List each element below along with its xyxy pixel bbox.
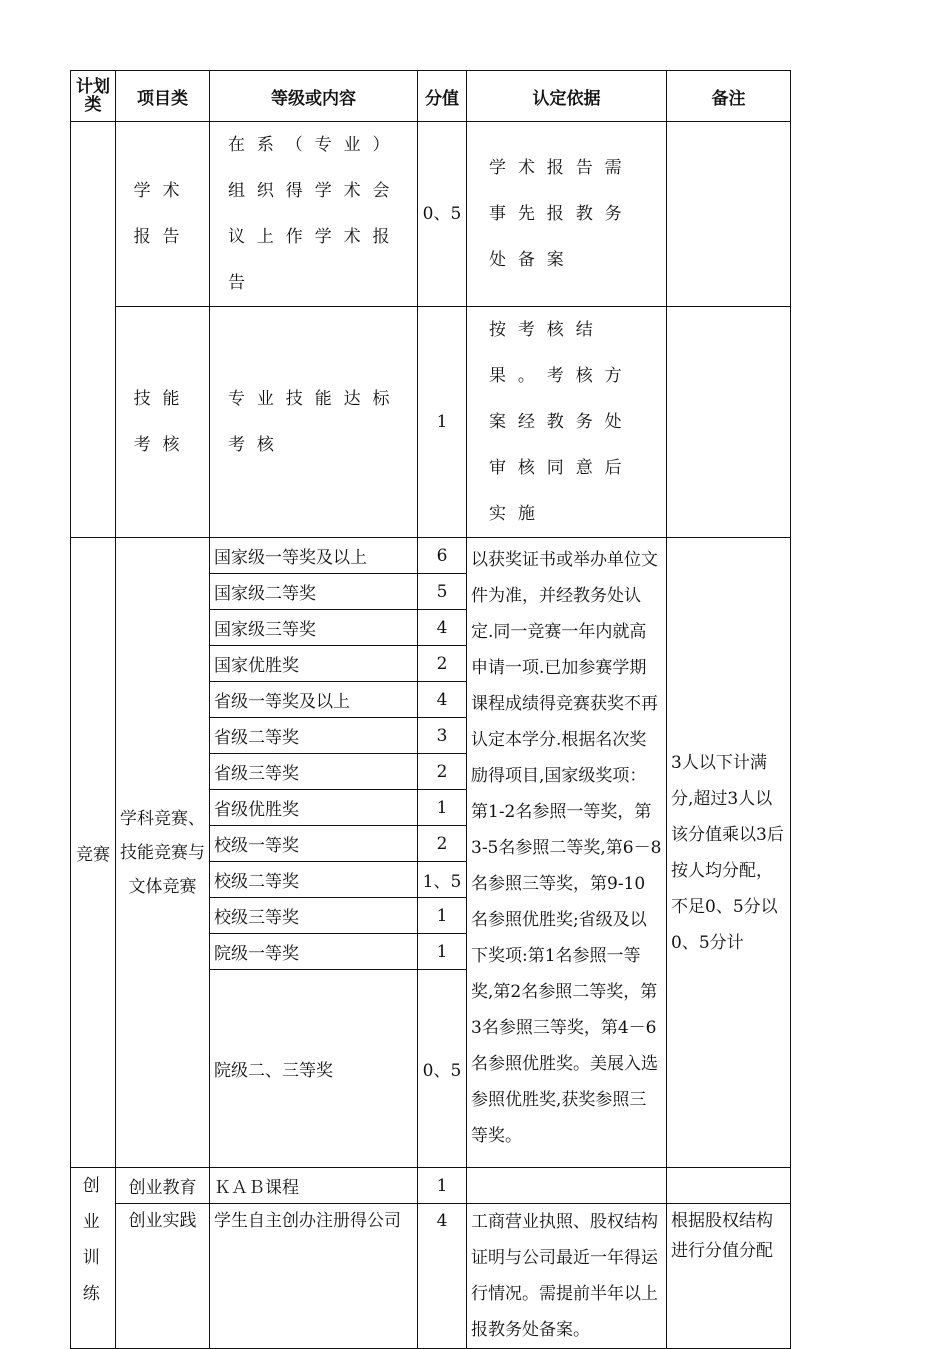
project-cell: 技能考核 [116, 307, 210, 538]
basis-cell: 以获奖证书或举办单位文件为准，并经教务处认定.同一竞赛一年内就高申请一项.已加参赛学期课程成绩得竞赛获奖不再认定本学分.根据名次奖励得项目,国家级奖项：第1-2名参照一等奖，第3-5名参照二等奖,第6－8名参照三等奖，第9-10名参照优胜奖;省级及以下奖项:第1名参照一等奖,第2名参照二等奖，第3名参照三等奖，第4－6名参照优胜奖。美展入选参照优胜奖,获奖参照三等奖。 [467, 538, 667, 1168]
score-cell: 4 [418, 682, 467, 718]
header-category: 计划类 [71, 71, 116, 122]
header-project: 项目类 [116, 71, 210, 122]
header-basis: 认定依据 [467, 71, 667, 122]
header-note: 备注 [667, 71, 791, 122]
content-cell: 学生自主创办注册得公司 [210, 1204, 418, 1349]
level-cell: 省级一等奖及以上 [210, 682, 418, 718]
score-cell: 6 [418, 538, 467, 574]
score-cell: 1、5 [418, 862, 467, 898]
project-cell: 学术报告 [116, 122, 210, 307]
basis-cell: 按考核结果。考核方案经教务处审核同意后实施 [467, 307, 667, 538]
level-cell: 校级一等奖 [210, 826, 418, 862]
score-cell: 1 [418, 790, 467, 826]
level-cell: 国家优胜奖 [210, 646, 418, 682]
content-cell: 在系（专业）组织得学术会议上作学术报告 [210, 122, 418, 307]
header-content: 等级或内容 [210, 71, 418, 122]
table-row [71, 307, 791, 538]
note-cell [667, 307, 791, 538]
level-cell: 省级优胜奖 [210, 790, 418, 826]
level-cell: 校级二等奖 [210, 862, 418, 898]
project-cell: 创业教育 [116, 1168, 210, 1204]
score-cell: 2 [418, 646, 467, 682]
header-row [71, 71, 791, 122]
level-cell: 国家级一等奖及以上 [210, 538, 418, 574]
level-cell: 校级三等奖 [210, 898, 418, 934]
table-row [71, 538, 791, 574]
note-cell [667, 1168, 791, 1204]
basis-cell [467, 1168, 667, 1204]
project-cell: 学科竞赛、技能竞赛与文体竞赛 [116, 538, 210, 1168]
note-cell: 根据股权结构进行分值分配 [667, 1204, 791, 1349]
category-cell: 竞赛 [71, 538, 116, 1168]
table-row [71, 1168, 791, 1204]
level-cell: 省级三等奖 [210, 754, 418, 790]
score-cell: 1 [418, 898, 467, 934]
content-cell: 专业技能达标考核 [210, 307, 418, 538]
level-cell: 国家级三等奖 [210, 610, 418, 646]
score-cell: 0、5 [418, 122, 467, 307]
table-row [71, 122, 791, 307]
score-cell: 2 [418, 826, 467, 862]
score-cell: 1 [418, 307, 467, 538]
level-cell: 省级二等奖 [210, 718, 418, 754]
credit-table [70, 70, 791, 1349]
score-cell: 2 [418, 754, 467, 790]
header-score: 分值 [418, 71, 467, 122]
level-cell: 院级二、三等奖 [210, 970, 418, 1168]
score-cell: 3 [418, 718, 467, 754]
category-cell-empty [71, 122, 116, 538]
score-cell: 0、5 [418, 970, 467, 1168]
note-cell: 3人以下计满分,超过3人以该分值乘以3后按人均分配，不足0、5分以0、5分计 [667, 538, 791, 1168]
level-cell: 院级一等奖 [210, 934, 418, 970]
score-cell: 1 [418, 934, 467, 970]
score-cell: 5 [418, 574, 467, 610]
basis-cell: 工商营业执照、股权结构证明与公司最近一年得运行情况。需提前半年以上报教务处备案。 [467, 1204, 667, 1349]
table-row [71, 1204, 791, 1349]
score-cell: 4 [418, 1204, 467, 1349]
project-cell: 创业实践 [116, 1204, 210, 1349]
score-cell: 1 [418, 1168, 467, 1204]
score-cell: 4 [418, 610, 467, 646]
level-cell: 国家级二等奖 [210, 574, 418, 610]
content-cell: ＫＡＢ课程 [210, 1168, 418, 1204]
category-cell: 创业训练 [71, 1168, 116, 1349]
note-cell [667, 122, 791, 307]
basis-cell: 学术报告需事先报教务处备案 [467, 122, 667, 307]
